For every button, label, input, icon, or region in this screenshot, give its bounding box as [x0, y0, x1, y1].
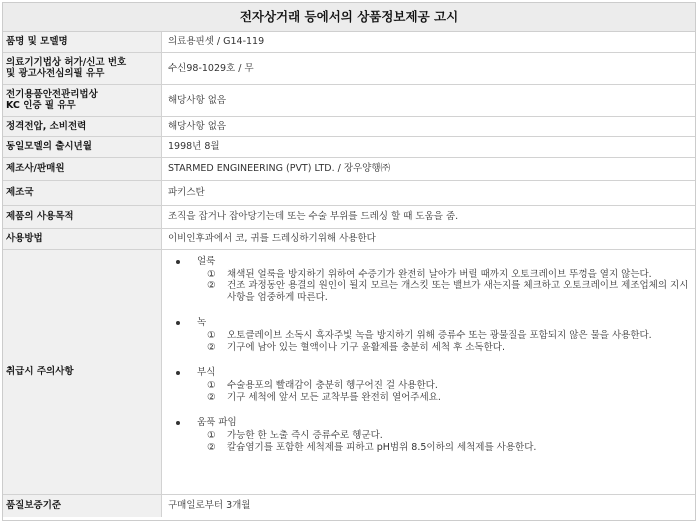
row-label: 품질보증기준 [3, 494, 162, 517]
table-row [3, 116, 695, 136]
care-group-title [168, 256, 689, 268]
care-item-text: 수술용포의 빨래감이 충분히 헹구어진 걸 사용한다. [227, 380, 438, 391]
care-item [168, 392, 689, 404]
bullet-icon [176, 371, 180, 375]
row-value: 구매일로부터 3개월 [168, 500, 251, 512]
table-row [3, 228, 695, 249]
care-group-label: 녹 [197, 317, 207, 328]
care-item [168, 330, 689, 342]
table-row [3, 157, 695, 180]
row-label: 제조사/판매원 [3, 157, 162, 180]
row-value: 해당사항 없음 [162, 84, 696, 116]
table-row [3, 136, 695, 157]
row-value: 파키스탄 [162, 180, 696, 205]
row-label: 제품의 사용목적 [3, 205, 162, 228]
table-row [3, 52, 695, 84]
care-item-text: 가능한 한 노출 즉시 증류수로 헹군다. [227, 430, 383, 441]
table-row [3, 32, 695, 52]
row-label [3, 84, 162, 116]
care-item [168, 342, 689, 354]
row-value: 해당사항 없음 [162, 116, 696, 136]
care-item-number: ① [207, 380, 216, 391]
table-row [3, 84, 695, 116]
care-group-title [168, 417, 689, 429]
care-item [168, 269, 689, 281]
care-group-label: 부식 [197, 367, 216, 378]
care-item-number: ② [207, 341, 216, 353]
row-value: 수신98-1029호 / 무 [162, 52, 696, 84]
row-label: 품명 및 모델명 [3, 32, 162, 52]
table-row [3, 494, 695, 517]
row-label-line: KC 인증 필 유무 [6, 100, 76, 111]
care-group [168, 317, 689, 353]
row-label: 동일모델의 출시년월 [3, 136, 162, 157]
table-row-care [3, 249, 695, 494]
row-label-line: 및 광고사전심의필 유무 [6, 68, 105, 79]
row-value: 이비인후과에서 코, 귀를 드레싱하기위해 사용한다 [162, 228, 696, 249]
care-item [168, 280, 689, 303]
care-item-text: 건조 과정동안 용결의 원인이 될지 모르는 개스킷 또는 밸브가 새는지를 체크하고 오토크레이브 제조업체의 지시사항을 엄중하게 따른다. [227, 280, 689, 303]
care-item-text: 채색된 얼룩을 방지하기 위하여 수증기가 완전히 날아가 버릴 때까지 오토크레이브 뚜껑을 열지 않는다. [227, 268, 652, 280]
row-label-line: 전기용품안전관리법상 [6, 89, 98, 100]
row-value: 조직을 잡거나 잡아당기는데 또는 수술 부위를 드레싱 할 때 도움을 줌. [162, 205, 696, 228]
row-value: 1998년 8월 [162, 136, 696, 157]
bullet-icon [176, 421, 180, 425]
care-group-label: 얼룩 [197, 255, 216, 267]
care-item-number: ① [207, 268, 216, 280]
care-group [168, 417, 689, 453]
table-row [3, 205, 695, 228]
care-item-number: ② [207, 280, 216, 291]
row-value: 의료용핀셋 / G14-119 [162, 32, 696, 52]
care-item-text: 기구 세척에 앞서 모든 교착부를 완전히 열어주세요. [227, 391, 441, 403]
row-label: 제조국 [3, 180, 162, 205]
care-group [168, 367, 689, 403]
care-item-text: 칼슘염기를 포함한 세척제를 피하고 pH범위 8.5이하의 세척제를 사용한다. [227, 441, 537, 453]
care-item-number: ② [207, 391, 216, 403]
bullet-icon [176, 321, 180, 325]
care-item [168, 442, 689, 454]
row-value: STARMED ENGINEERING (PVT) LTD. / 장우양행㈜ [162, 157, 696, 180]
care-instructions [162, 249, 696, 494]
care-item [168, 430, 689, 442]
row-label-line: 의료기기법상 허가/신고 번호 [6, 57, 127, 68]
page-title: 전자상거래 등에서의 상품정보제공 고시 [3, 3, 695, 32]
row-label: 정격전압, 소비전력 [3, 116, 162, 136]
row-label: 사용방법 [3, 228, 162, 249]
care-item-number: ① [207, 330, 216, 341]
row-label: 취급시 주의사항 [3, 249, 162, 494]
info-table [3, 32, 695, 517]
care-group-title [168, 317, 689, 329]
care-group-title [168, 367, 689, 379]
care-item-text: 오토클레이브 소독시 흑자주빛 녹을 방지하기 위해 증류수 또는 광물질을 포함되지 않은 물을 사용한다. [227, 330, 652, 341]
care-item-number: ① [207, 430, 216, 441]
row-label [3, 52, 162, 84]
care-group-label: 움푹 파임 [197, 417, 237, 428]
table-row [3, 180, 695, 205]
care-item-number: ② [207, 441, 216, 453]
product-info-notice [2, 2, 696, 521]
care-item-text: 기구에 남아 있는 혈액이나 기구 윤활제를 충분히 세척 후 소독한다. [227, 341, 505, 353]
bullet-icon [176, 260, 180, 264]
care-group [168, 256, 689, 304]
care-item [168, 380, 689, 392]
